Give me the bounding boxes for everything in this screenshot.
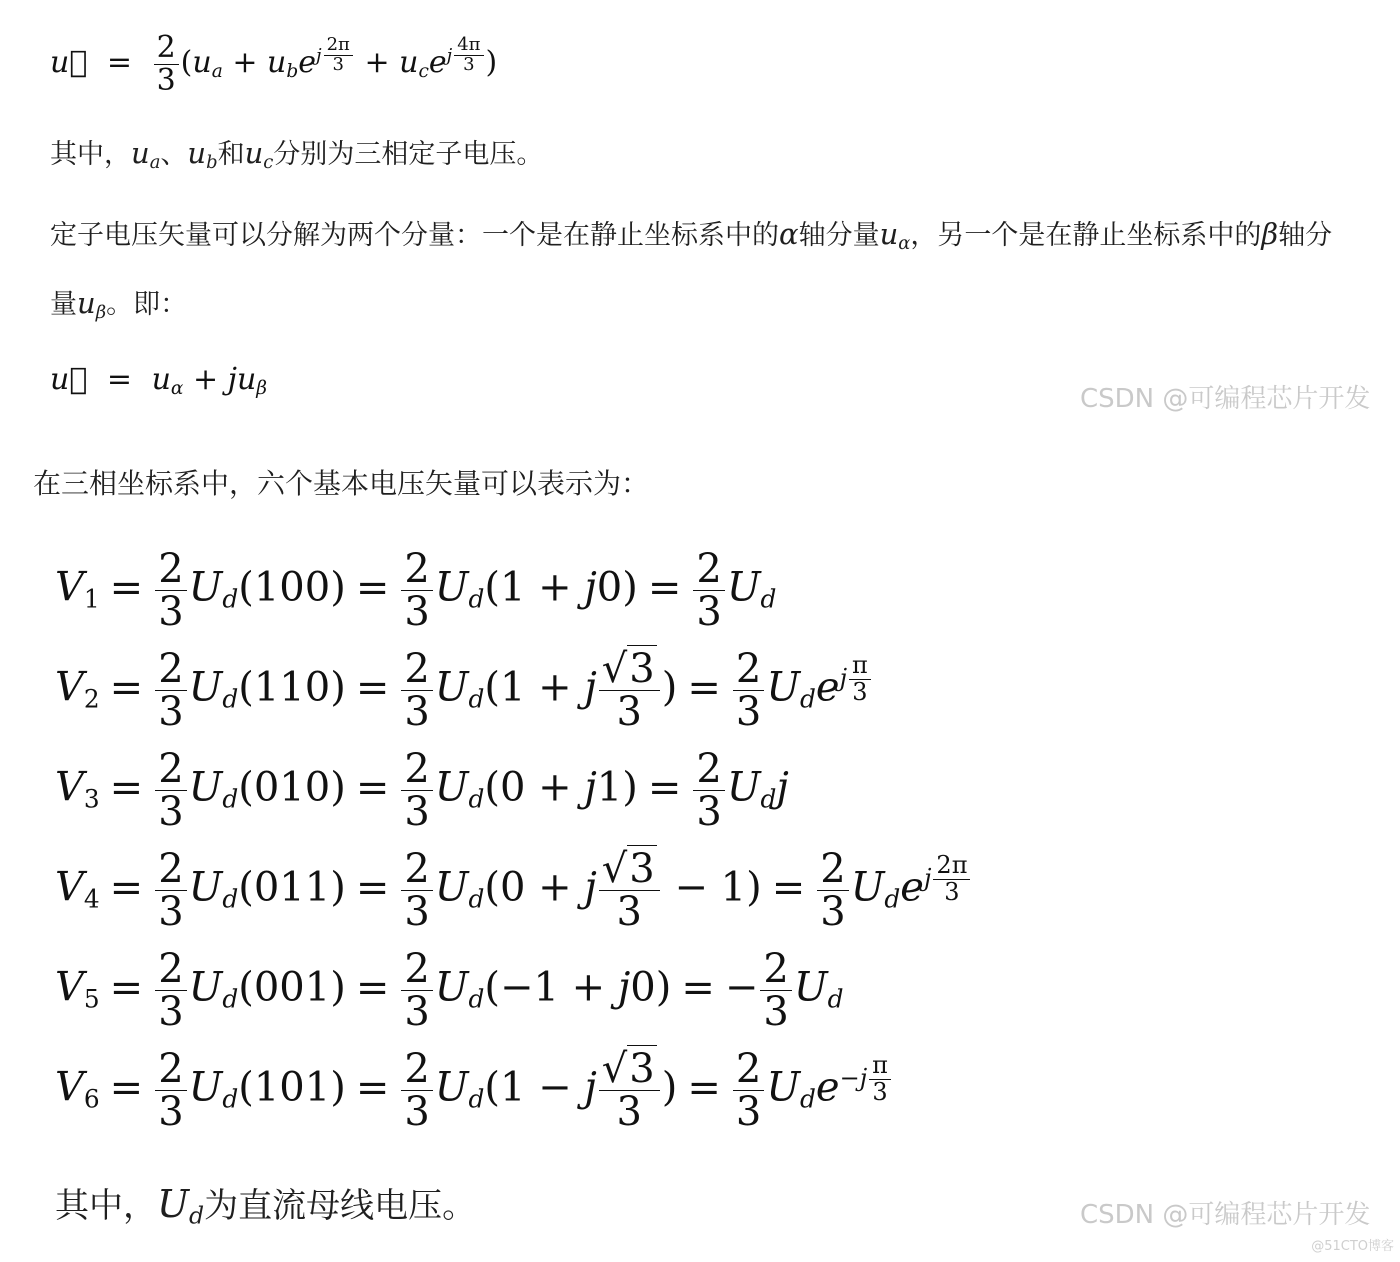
paragraph-decomposition-cont: 量$u_\beta$。即： — [50, 286, 188, 324]
vector-subscript: 1 — [83, 584, 100, 614]
paragraph-phase-voltages: 其中，$u_a$、$u_b$和$u_c$分别为三相定子电压。 — [50, 136, 544, 174]
switch-state: 011 — [253, 864, 331, 911]
paragraph-text: 量 — [50, 289, 77, 320]
vector-subscript: 6 — [83, 1084, 100, 1114]
paragraph-text: 、 — [160, 139, 188, 170]
paragraph-text: 其中， — [55, 1186, 157, 1226]
switch-state: 010 — [253, 764, 331, 811]
equation-v5: $V_5$ = $\frac{2}{3}$ $U_d(001)$ = $\frac{2}{3}$ $U_d(-1 + j0)$ = − $\frac{2}{3}$ $U_d$ — [55, 946, 844, 1035]
equation-v3: $V_3$ = $\frac{2}{3}$ $U_d(010)$ = $\frac{2}{3}$ $U_d(0 + j1)$ = $\frac{2}{3}$ $U_dj$ — [55, 746, 789, 835]
watermark: CSDN @可编程芯片开发 — [1080, 384, 1371, 414]
vector-subscript: 2 — [83, 684, 100, 714]
paragraph-text: 和 — [217, 139, 245, 170]
paragraph-text: 在三相坐标系中，六个基本电压矢量可以表示为： — [33, 467, 650, 500]
paragraph-text: 轴分 — [1278, 220, 1333, 251]
equation-v2: $V_2$ = $\frac{2}{3}$ $U_d(110)$ = $\frac{2}{3}$ $U_d(1 + j$ $\frac{√3}{3}$ ) = $\frac{2}{3}$ $U_de^{j \frac{\pi}{3}}$ — [55, 648, 873, 733]
watermark: CSDN @可编程芯片开发 — [1080, 1200, 1371, 1230]
paragraph-text: 其中， — [50, 139, 131, 170]
equation-v6: $V_6$ = $\frac{2}{3}$ $U_d(101)$ = $\frac{2}{3}$ $U_d(1 - j$ $\frac{√3}{3}$ ) = $\frac{2}{3}$ $U_de^{-j \frac{\pi}{3}}$ — [55, 1048, 893, 1133]
equation-u-vector-abc: u⃗ = $\frac{2}{3}$ ($u_a + u_be^{j \frac{2\pi}{3}}$ + $u_ce^{j \frac{4\pi}{3}}$ ) — [50, 30, 498, 98]
switch-state: 100 — [253, 564, 331, 611]
equation-v1: $V_1$ = $\frac{2}{3}$ $U_d(100)$ = $\frac{2}{3}$ $U_d(1 + j0)$ = $\frac{2}{3}$ $U_d$ — [55, 546, 777, 635]
switch-state: 001 — [253, 964, 331, 1011]
vector-subscript: 3 — [83, 784, 100, 814]
paragraph-text: 轴分量 — [798, 220, 880, 251]
paragraph-text: 。即： — [106, 289, 188, 320]
vector-subscript: 5 — [83, 984, 100, 1014]
paragraph-decomposition: 定子电压矢量可以分解为两个分量：一个是在静止坐标系中的α轴分量$u_\alpha$，另一个是在静止坐标系中的β轴分 — [50, 217, 1333, 255]
equation-u-vector-alpha-beta: u⃗ = $u_\alpha + ju_\beta$ — [50, 362, 268, 400]
paragraph-text: 为直流母线电压。 — [204, 1186, 477, 1226]
paragraph-dc-bus: 其中，$U_d$为直流母线电压。 — [55, 1182, 477, 1230]
paragraph-text: ，另一个是在静止坐标系中的 — [910, 220, 1262, 251]
switch-state: 110 — [253, 664, 331, 711]
corner-watermark: @51CTO博客 — [1311, 1239, 1394, 1254]
paragraph-six-vectors-intro — [33, 462, 649, 502]
switch-state: 101 — [253, 1064, 331, 1111]
equation-v4: $V_4$ = $\frac{2}{3}$ $U_d(011)$ = $\frac{2}{3}$ $U_d(0 + j$ $\frac{√3}{3}$ − 1) = $\frac{2}{3}$ $U_de^{j \frac{2\pi}{3}}$ — [55, 848, 972, 933]
paragraph-text: 分别为三相定子电压。 — [273, 139, 544, 170]
vector-subscript: 4 — [83, 884, 100, 914]
paragraph-text: 定子电压矢量可以分解为两个分量：一个是在静止坐标系中的 — [50, 220, 779, 251]
